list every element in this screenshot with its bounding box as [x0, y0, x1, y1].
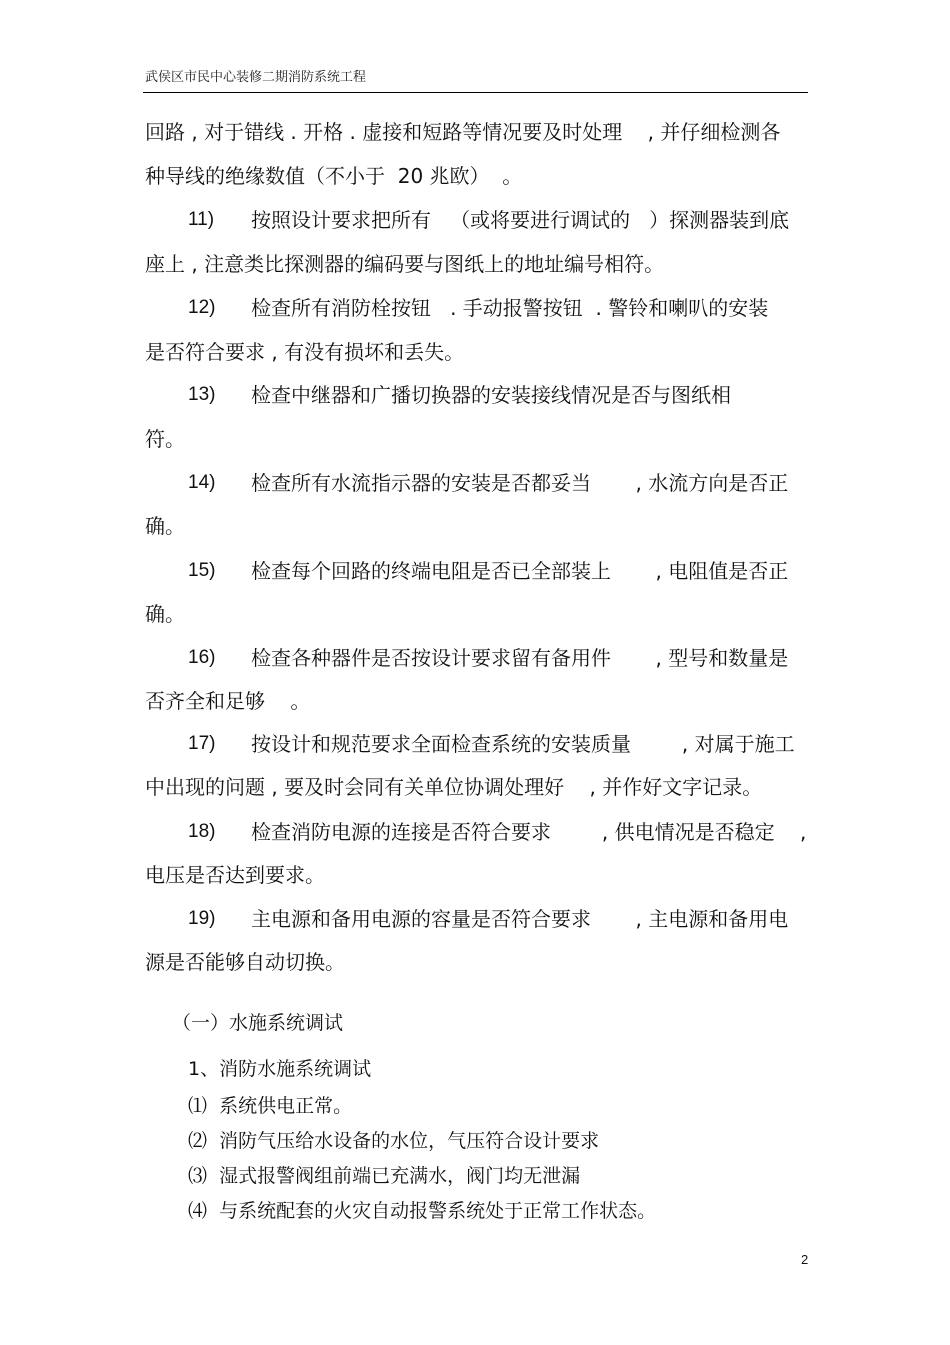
item-line-2: 是否符合要求 , 有没有损坏和丢失。 — [145, 340, 465, 364]
item-line-1: 检查所有消防栓按钮 . 手动报警按钮 . 警铃和喇叭的安装 — [251, 296, 769, 320]
item-line-1: 主电源和备用电源的容量是否符合要求 , 主电源和备用电 — [251, 907, 789, 931]
item-number: 19) — [188, 908, 216, 929]
item-number: 16) — [188, 647, 216, 668]
intro-line-1: 回路 , 对于错线 . 开格 . 虚接和短路等情况要及时处理 , 并仔细检测各 — [145, 120, 781, 144]
item-number: 11) — [188, 209, 215, 230]
item-line-2: 源是否能够自动切换。 — [145, 950, 345, 974]
list-item: ⑴ 系统供电正常。 — [188, 1095, 353, 1117]
item-number: 12) — [188, 297, 216, 318]
item-line-1: 检查中继器和广播切换器的安装接线情况是否与图纸相 — [251, 383, 731, 407]
item-line-2: 确。 — [145, 602, 185, 626]
header-divider — [143, 92, 808, 93]
item-line-1: 检查消防电源的连接是否符合要求 , 供电情况是否稳定 , — [251, 820, 807, 844]
running-header: 武侯区市民中心装修二期消防系统工程 — [145, 70, 367, 85]
item-number: 13) — [188, 384, 216, 405]
item-number: 14) — [188, 472, 216, 493]
item-number: 18) — [188, 821, 216, 842]
item-number: 17) — [188, 733, 216, 754]
item-line-2: 电压是否达到要求。 — [145, 863, 325, 887]
section-heading: （一）水施系统调试 — [172, 1012, 344, 1034]
item-line-1: 检查所有水流指示器的安装是否都妥当 , 水流方向是否正 — [251, 471, 789, 495]
item-line-2: 否齐全和足够 。 — [145, 689, 311, 713]
item-line-2: 确。 — [145, 514, 185, 538]
item-line-1: 检查各种器件是否按设计要求留有备用件 , 型号和数量是 — [251, 646, 789, 670]
item-line-1: 按照设计要求把所有 （或将要进行调试的 ）探测器装到底 — [251, 208, 790, 232]
item-number: 15) — [188, 560, 216, 581]
list-item: ⑷ 与系统配套的火灾自动报警系统处于正常工作状态。 — [188, 1200, 657, 1222]
item-line-2: 符。 — [145, 427, 185, 451]
section-subheading: 1、消防水施系统调试 — [188, 1058, 372, 1080]
intro-line-2: 种导线的绝缘数值（不小于 20 兆欧） 。 — [145, 164, 523, 188]
list-item: ⑵ 消防气压给水设备的水位，气压符合设计要求 — [188, 1130, 600, 1152]
item-line-2: 中出现的问题 , 要及时会同有关单位协调处理好 , 并作好文字记录。 — [145, 775, 763, 799]
item-line-1: 检查每个回路的终端电阻是否已全部装上 , 电阻值是否正 — [251, 559, 789, 583]
list-item: ⑶ 湿式报警阀组前端已充满水，阀门均无泄漏 — [188, 1165, 581, 1187]
page-number: 2 — [801, 1252, 809, 1267]
item-line-2: 座上 , 注意类比探测器的编码要与图纸上的地址编号相符。 — [145, 252, 665, 276]
item-line-1: 按设计和规范要求全面检查系统的安装质量 , 对属于施工 — [251, 732, 795, 756]
